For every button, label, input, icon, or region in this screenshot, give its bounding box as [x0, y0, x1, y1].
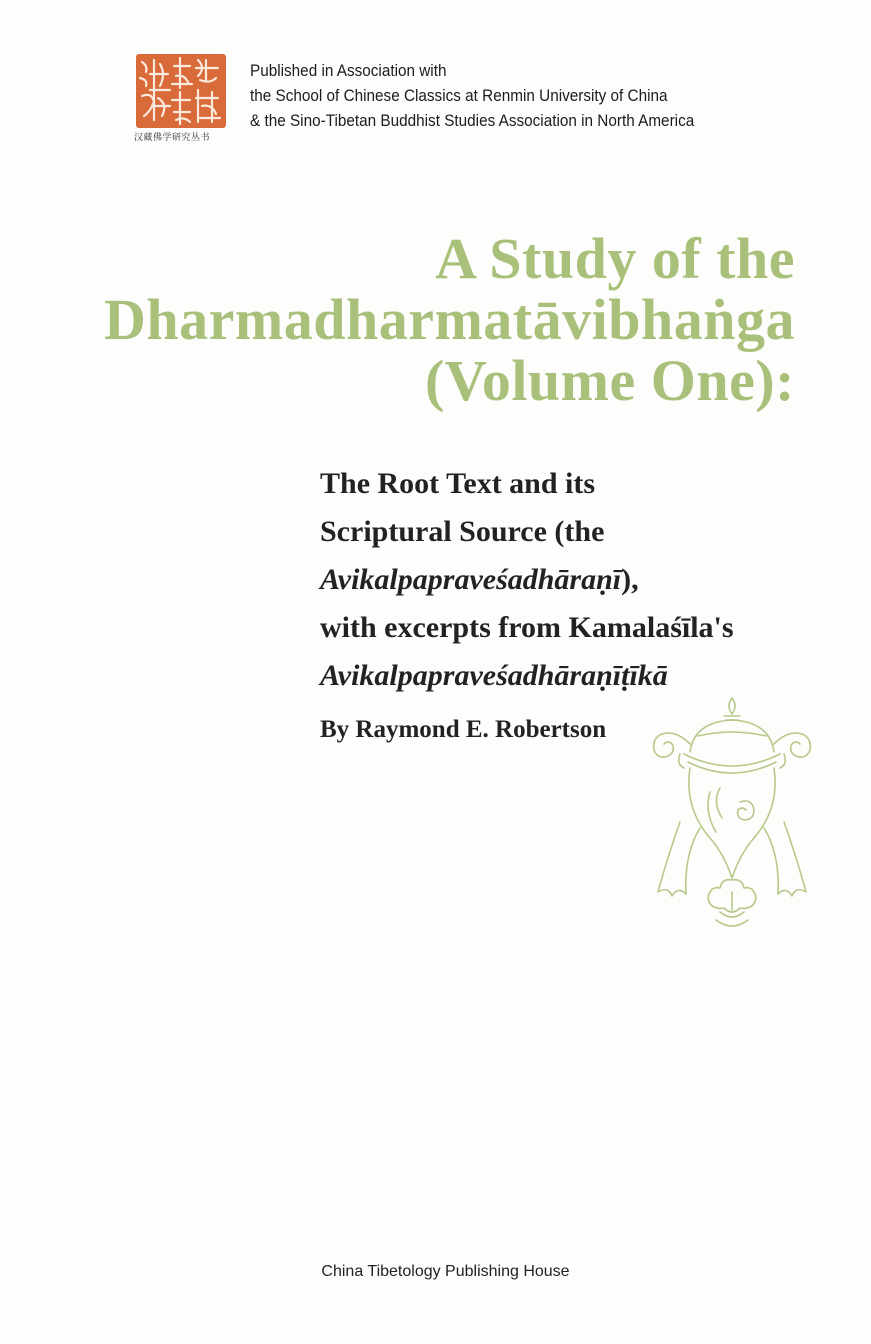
series-seal-logo [136, 54, 226, 128]
association-line: the School of Chinese Classics at Renmin University of China [250, 86, 668, 105]
publisher-name: China Tibetology Publishing House [321, 1263, 570, 1280]
seal-glyph-art [136, 54, 226, 128]
subtitle-line: Scriptural Source (the [320, 515, 605, 548]
title-line: A Study of the [435, 226, 795, 291]
book-title [104, 228, 795, 411]
subtitle-line: Avikalpapraveśadhāraṇīṭīkā [320, 659, 668, 692]
title-line: (Volume One): [424, 348, 795, 413]
association-line: Published in Association with [250, 61, 447, 80]
author-line: By Raymond E. Robertson [320, 716, 607, 743]
title-line: Dharmadharmatāvibhaṅga [104, 287, 795, 352]
subtitle-line: The Root Text and its [320, 467, 596, 500]
book-subtitle [320, 460, 734, 700]
association-block [250, 58, 694, 133]
subtitle-italic-term: Avikalpapraveśadhāraṇī [320, 563, 622, 596]
subtitle-line: with excerpts from Kamalaśīla's [320, 611, 734, 644]
conch-shell-icon [650, 692, 815, 954]
subtitle-suffix: ), [621, 563, 639, 596]
subtitle-line [320, 556, 734, 604]
association-line: & the Sino-Tibetan Buddhist Studies Association in North America [250, 111, 695, 130]
series-caption: 汉藏佛学研究丛书 [134, 133, 211, 143]
